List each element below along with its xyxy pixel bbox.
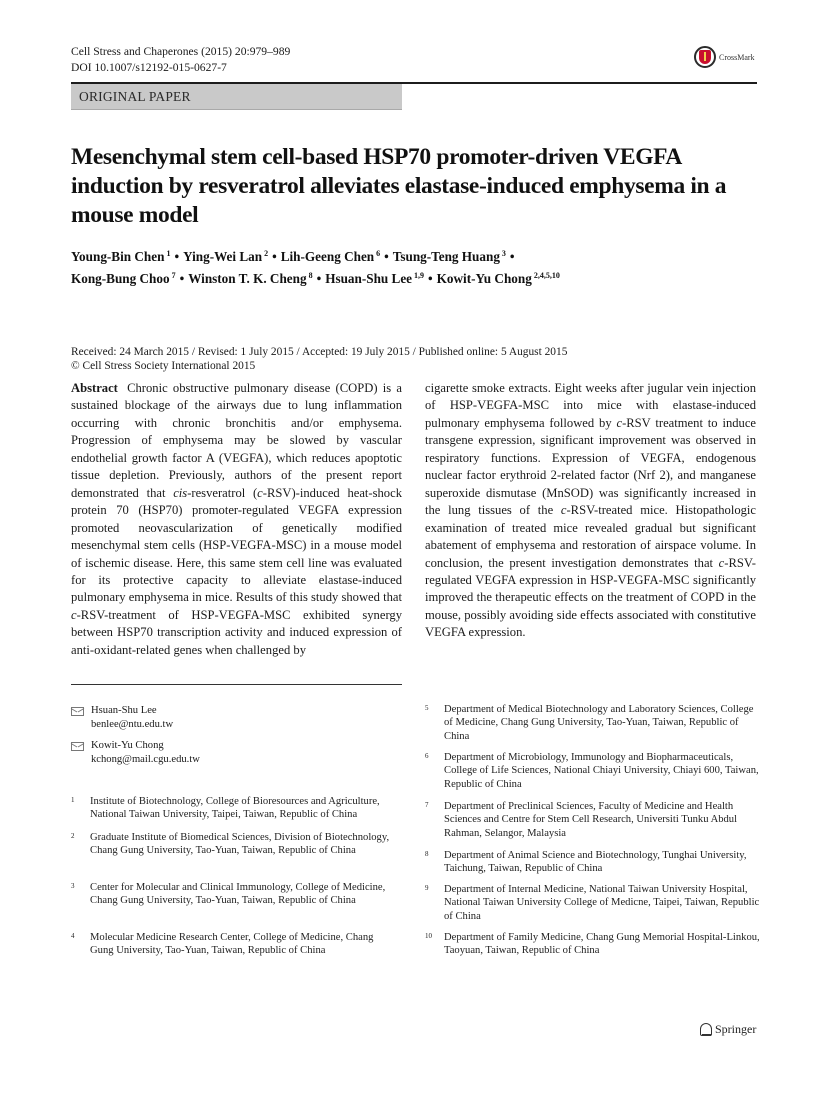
affiliation-item: 4 Molecular Medicine Research Center, College of Medicine, Chang Gung University, Tao-Yuan, Taiwan, Republic of China — [71, 932, 374, 957]
paper-title: Mesenchymal stem cell-based HSP70 promoter-driven VEGFA induction by resveratrol alleviates elastase-induced emphysema in a mouse model — [71, 144, 727, 228]
publisher-name: Springer — [715, 1022, 757, 1036]
springer-horse-icon — [700, 1023, 712, 1036]
abstract-right-column: cigarette smoke extracts. Eight weeks after jugular vein injection of HSP-VEGFA-MSC into mice with elastase-induced pulmonary emphysema followed by c-RSV treatment to induce transgene expression, significant improvement was observed in respiratory functions. Expression of VEGFA, endogenous nuclear factor erythroid 2-related factor (Nrf 2), and manganese superoxide dismutase (MnSOD) was significantly increased in the lung tissues of the c-RSV-treated mice. Histopathologic examination of treated mice revealed gradual but significant abatement of emphysema and restoration of airspace volume. In conclusion, the present investigation demonstrates that c-RSV-regulated VEGFA expression in HSP-VEGFA-MSC significantly improved the therapeutic effects on the treatment of COPD in the mouse, possibly avoiding side effects associated with constitutive VEGFA expression. — [425, 381, 757, 640]
author[interactable]: Ying-Wei Lan $^2$ — [183, 249, 269, 264]
author[interactable]: Hsuan-Shu Lee $^{1,9}$ — [325, 271, 425, 286]
affiliation-item: 5 Department of Medical Biotechnology and Laboratory Sciences, College of Medicine, Chang Gung University, Tao-Yuan, Taiwan, Republic of China — [425, 704, 754, 742]
corresponding-author-name: Hsuan-Shu Lee — [91, 705, 157, 716]
affiliation-item: 2 Graduate Institute of Biomedical Sciences, Division of Biotechnology, Chang Gung University, Tao-Yuan, Taiwan, Republic of China — [71, 832, 390, 857]
affiliation-item: 8 Department of Animal Science and Biotechnology, Tunghai University, Taichung, Taiwan, Republic of China — [425, 850, 747, 875]
author[interactable]: Lih-Geeng Chen $^6$ — [280, 249, 381, 264]
envelope-icon — [71, 707, 84, 716]
crossmark-badge[interactable] — [694, 46, 755, 68]
publisher-logo — [700, 1022, 756, 1037]
crossmark-icon — [694, 46, 716, 68]
abstract-label: Abstract — [71, 381, 118, 395]
crossmark-label: CrossMark — [719, 52, 755, 62]
article-type-banner: ORIGINAL PAPER — [71, 84, 402, 110]
footnote-divider — [71, 684, 402, 685]
author[interactable]: Kong-Bung Choo $^7$ — [71, 271, 176, 286]
author[interactable]: Winston T. K. Cheng $^8$ — [188, 271, 313, 286]
affiliation-item: 10 Department of Family Medicine, Chang Gung Memorial Hospital-Linkou, Taoyuan, Taiwan, Republic of China — [425, 932, 760, 957]
corresponding-author-email[interactable]: kchong@mail.cgu.edu.tw — [91, 753, 200, 765]
author[interactable]: Young-Bin Chen $^1$ — [71, 249, 171, 264]
correspondence-item — [71, 739, 402, 766]
affiliation-item: 9 Department of Internal Medicine, National Taiwan University Hospital, National Taiwan University College of Medicne, Taipei, Taiwan, Republic of China — [425, 884, 760, 922]
correspondence-list — [71, 704, 402, 766]
affiliation-item: 1 Institute of Biotechnology, College of Bioresources and Agriculture, National Taiwan University, Taipei, Taiwan, Republic of China — [71, 796, 380, 821]
correspondence-item — [71, 704, 402, 731]
envelope-icon — [71, 742, 84, 751]
affiliation-item: 6 Department of Microbiology, Immunology and Biopharmaceuticals, College of Life Sciences, National Chiayi University, Chiayi 600, Taiwan, Republic of China — [425, 752, 759, 790]
author-list: Young-Bin Chen $^1$ • Ying-Wei Lan $^2$ • Lih-Geeng Chen $^6$ • Tsung-Teng Huang $^3$ • Kong-Bung Choo $^7$ • Winston T. K. Cheng $^8$ • Hsuan-Shu Lee $^{1,9}$ • Kowit-Yu Chong $^{2,4,5,10}$ — [71, 249, 560, 286]
publication-dates: Received: 24 March 2015 / Revised: 1 July 2015 / Accepted: 19 July 2015 / Published online: 5 August 2015 — [71, 346, 568, 358]
corresponding-author-name: Kowit-Yu Chong — [91, 740, 164, 751]
copyright: © Cell Stress Society International 2015 — [71, 360, 256, 372]
author[interactable]: Kowit-Yu Chong $^{2,4,5,10}$ — [436, 271, 560, 286]
doi[interactable]: DOI 10.1007/s12192-015-0627-7 — [71, 61, 227, 74]
corresponding-author-email[interactable]: benlee@ntu.edu.tw — [91, 718, 174, 730]
author[interactable]: Tsung-Teng Huang $^3$ — [392, 249, 506, 264]
affiliation-item: 7 Department of Preclinical Sciences, Faculty of Medicine and Health Sciences and Centre for Stem Cell Research, Universiti Tunku Abdul Rahman, Selangor, Malaysia — [425, 801, 738, 839]
abstract-left-column: Abstract Chronic obstructive pulmonary disease (COPD) is a sustained blockage of the airways due to lung inflammation occurring with chronic bronchitis and/or emphysema. Progression of emphysema may be slowed by vascular endothelial growth factor A (VEGFA), which reduces apoptotic tissue depletion. Previously, authors of the present report demonstrated that cis-resveratrol (c-RSV)-induced heat-shock protein 70 (HSP70) promoter-regulated VEGFA expression promoted neovascularization of genetically modified mesenchymal stem cells (HSP-VEGFA-MSC) in a mouse model of ischemic disease. Here, this same stem cell line was evaluated for its protective capacity to alleviate elastase-induced pulmonary emphysema in mice. Results of this study showed that c-RSV-treatment of HSP-VEGFA-MSC exhibited synergy between HSP70 transcription activity and induced expression of anti-oxidant-related genes when challenged by — [71, 381, 402, 657]
affiliation-item: 3 Center for Molecular and Clinical Immunology, College of Medicine, Chang Gung University, Tao-Yuan, Taiwan, Republic of China — [71, 882, 386, 907]
journal-citation: Cell Stress and Chaperones (2015) 20:979–989 — [71, 45, 291, 58]
